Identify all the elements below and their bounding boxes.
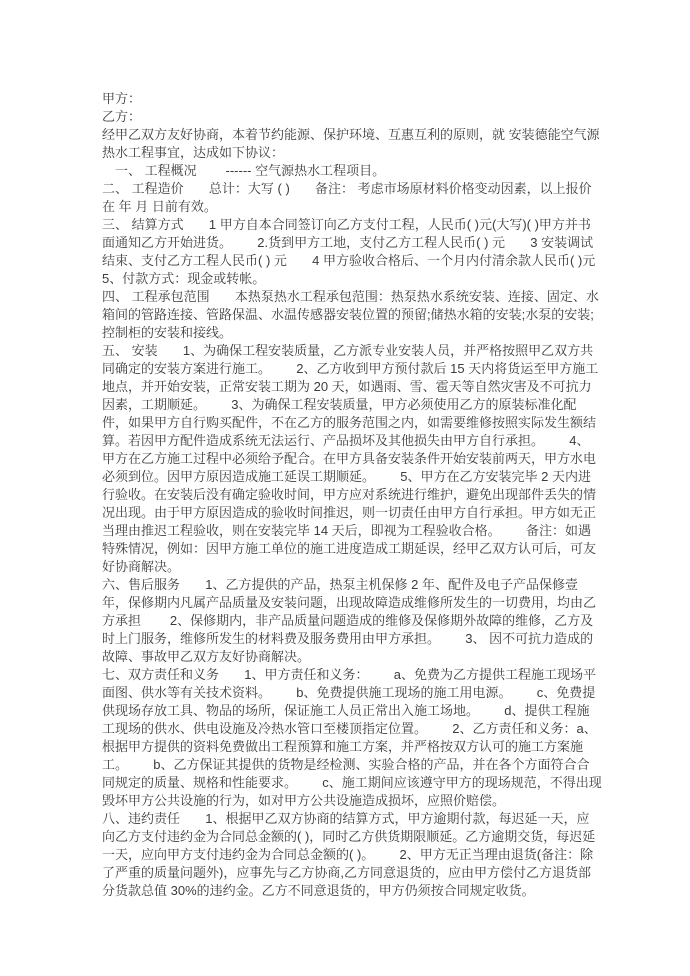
contract-document: [102, 90, 621, 900]
clause-3-settlement-method: 三、 结算方式 1 甲方自本合同签订向乙方支付工程，人民币( )元(大写)( )甲方并书面通知乙方开始进货。 2.货到甲方工地，支付乙方工程人民币( ) 元 3 安装调试结束、支付乙方工程人民币( ) 元 4 甲方验收合格后、一个月内付清余款人民币( )元 5、付款方式：现金或转帐。: [102, 217, 621, 286]
party-a-line: 甲方：: [102, 91, 142, 106]
clause-2-project-cost: 二、 工程造价 总计：大写 ( ) 备注： 考虑市场原材料价格变动因素，以上报价在 年 月 日前有效。: [102, 181, 592, 214]
clause-6-after-sales-service: 六、售后服务 1、乙方提供的产品，热泵主机保修 2 年、配件及电子产品保修壹年，保修期内凡属产品质量及安装问题，出现故障造成维修所发生的一切费用，均由乙方承担 2、保修期内，非产品质量问题造成的维修及保修期外故障的维修，乙方及时上门服务，维修所发生的材料费及服务费用由甲方承担。 3、 因不可抗力造成的故障、事故甲乙双方友好协商解决。: [102, 577, 597, 664]
clause-1-project-overview: 一、 工程概况 ------ 空气源热水工程项目。: [115, 163, 386, 178]
clause-8-breach-liability: 八、违约责任 1、根据甲乙双方协商的结算方式，甲方逾期付款，每迟延一天，应向乙方支付违约金为合同总金额的( )，同时乙方供货期限顺延。乙方逾期交货，每迟延一天，应向甲方支付违约金为合同总金额的( )。 2、甲方无正当理由退货(备注：除了严重的质量问题外)，应事先与乙方协商,乙方同意退货的，应由甲方偿付乙方退货部分货款总值 30%的违约金。乙方不同意退货的，甲方仍须按合同规定收货。: [102, 811, 596, 898]
clause-5-installation: 五、 安装 1、为确保工程安装质量，乙方派专业安装人员，并严格按照甲乙双方共同确定的安装方案进行施工。 2、乙方收到甲方预付款后 15 天内将货运至甲方施工地点，并开始安装，正常安装工期为 20 天，如遇雨、雪、雹天等自然灾害及不可抗力因素，工期顺延。 3、为确保工程安装质量，甲方必须使用乙方的原装标准化配件，如果甲方自行购买配件，不在乙方的服务范围之内，如需要维修按照实际发生额结算。若因甲方配件造成系统无法运行、产品损坏及其他损失由甲方自行承担。 4、甲方在乙方施工过程中必须给予配合。在甲方具备安装条件开始安装前两天，甲方水电必须到位。因甲方原因造成施工延误工期顺延。 5、甲方在乙方安装完毕 2 天内进行验收。在安装后没有确定验收时间，甲方应对系统进行维护，避免出现部件丢失的情况出现。由于甲方原因造成的验收时间推迟，则一切责任由甲方自行承担。甲方如无正当理由推迟工程验收，则在安装完毕 14 天后，即视为工程验收合格。 备注：如遇特殊情况，例如：因甲方施工单位的施工进度造成工期延误，经甲乙双方认可后，可友好协商解决。: [102, 343, 599, 574]
clause-7-responsibilities-obligations: 七、双方责任和义务 1、甲方责任和义务： a、免费为乙方提供工程施工现场平面图、供水等有关技术资料。 b、免费提供施工现场的施工用电源。 c、免费提供现场存放工具、物品的场所，保证施工人员正常出入施工场地。 d、提供工程施工现场的供水、供电设施及冷热水管口至楼顶指定位置。 2、乙方责任和义务：a、根据甲方提供的资料免费做出工程预算和施工方案，并严格按双方认可的施工方案施工。 b、乙方保证其提供的货物是经检测、实验合格的产品，并在各个方面符合合同规定的质量、规格和性能要求。 c、施工期间应该遵守甲方的现场规范，不得出现毁坏甲方公共设施的行为，如对甲方公共设施造成损坏，应照价赔偿。: [102, 667, 602, 808]
clause-4-contract-scope: 四、 工程承包范围 本热泵热水工程承包范围：热泵热水系统安装、连接、固定、水箱间的管路连接、管路保温、水温传感器安装位置的预留;储热水箱的安装;水泵的安装;控制柜的安装和接线。: [102, 289, 599, 340]
party-b-line: 乙方：: [102, 109, 142, 124]
preamble-paragraph: 经甲乙双方友好协商，本着节约能源、保护环境、互惠互利的原则，就 安装德能空气源热水工程事宜，达成如下协议：: [102, 127, 600, 160]
